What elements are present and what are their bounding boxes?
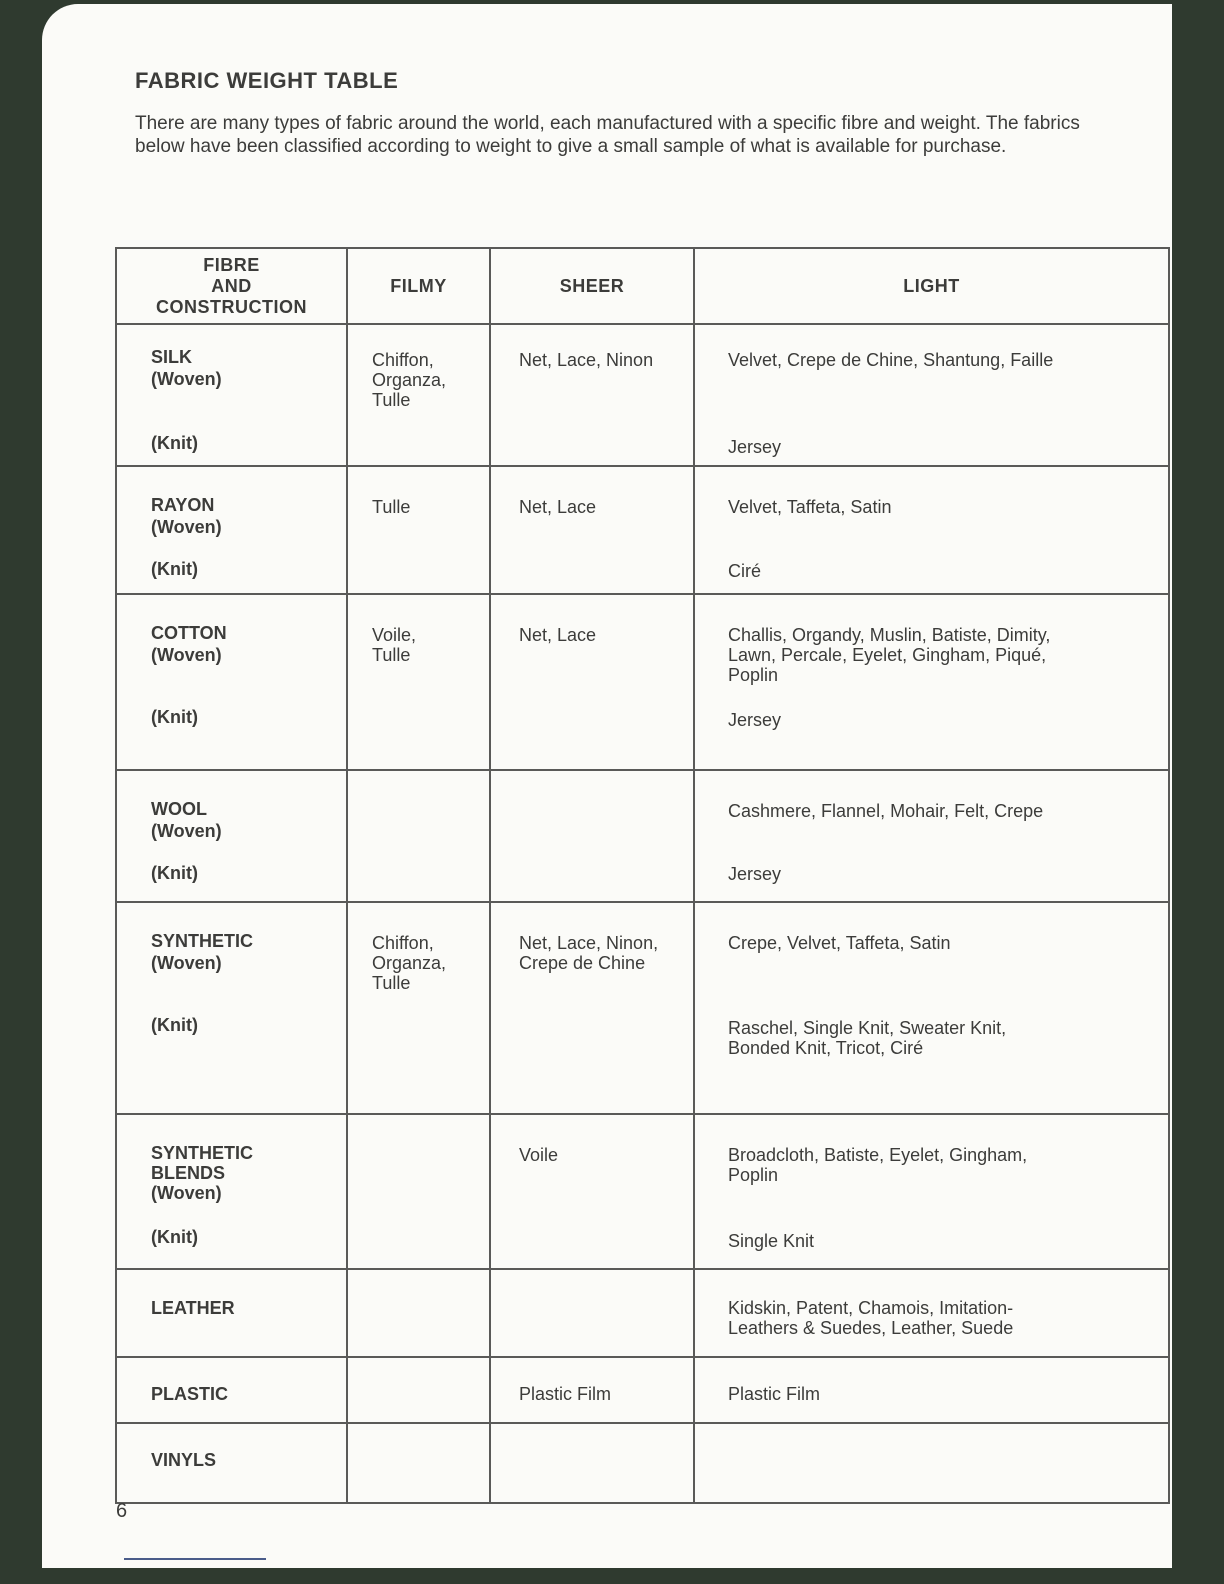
filmy-cell bbox=[347, 1423, 490, 1503]
construction-knit: (Knit) bbox=[151, 1015, 198, 1035]
table-row bbox=[116, 1357, 1169, 1423]
fibre-name: LEATHER bbox=[151, 1298, 235, 1318]
sheer-cell bbox=[490, 1269, 694, 1357]
sheer-cell-inner bbox=[491, 1358, 693, 1422]
light-fabric-woven: Velvet, Taffeta, Satin bbox=[728, 497, 892, 517]
construction-woven: (Woven) bbox=[151, 369, 222, 389]
light-fabric-knit: Jersey bbox=[728, 710, 782, 730]
filmy-fabric: Tulle bbox=[372, 497, 411, 517]
document-page bbox=[42, 4, 1172, 1568]
construction-knit: (Knit) bbox=[151, 559, 198, 579]
page-number: 6 bbox=[116, 1500, 128, 1522]
table-row bbox=[116, 466, 1169, 594]
light-cell bbox=[694, 466, 1169, 594]
filmy-cell bbox=[347, 324, 490, 466]
sheer-cell-inner bbox=[491, 1424, 693, 1502]
fibre-cell-inner bbox=[117, 467, 346, 593]
light-fabric-knit: Raschel, Single Knit, Sweater Knit, bbox=[728, 1018, 1007, 1038]
filmy-fabric: Tulle bbox=[372, 973, 411, 993]
light-cell bbox=[694, 1114, 1169, 1269]
table-row bbox=[116, 1114, 1169, 1269]
filmy-cell-inner bbox=[348, 1115, 489, 1268]
light-fabric-woven: Challis, Organdy, Muslin, Batiste, Dimity, bbox=[728, 625, 1051, 645]
filmy-fabric: Organza, bbox=[372, 370, 447, 390]
sheer-cell bbox=[490, 594, 694, 770]
fibre-cell-inner bbox=[117, 325, 346, 465]
sheer-cell bbox=[490, 1423, 694, 1503]
filmy-cell bbox=[347, 1269, 490, 1357]
header-fibre-line: CONSTRUCTION bbox=[156, 296, 307, 317]
light-fabric-woven: Kidskin, Patent, Chamois, Imitation- bbox=[728, 1298, 1014, 1318]
light-fabric-woven: Leathers & Suedes, Leather, Suede bbox=[728, 1318, 1014, 1338]
table-row bbox=[116, 1423, 1169, 1503]
intro-paragraph: There are many types of fabric around the world, each manufactured with a specific fibre and weight. The fabrics below have been classified according to weight to give a small sample of what is available for purchase. bbox=[135, 113, 1080, 157]
fibre-name: SILK bbox=[151, 347, 193, 367]
fibre-cell-inner bbox=[117, 1115, 346, 1268]
fibre-cell bbox=[116, 1357, 347, 1423]
sheer-cell-inner bbox=[491, 903, 693, 1113]
fibre-cell-inner bbox=[117, 1358, 346, 1422]
sheer-cell-inner bbox=[491, 595, 693, 769]
sheer-cell bbox=[490, 1357, 694, 1423]
fibre-name: SYNTHETIC bbox=[151, 1143, 254, 1163]
fibre-cell bbox=[116, 770, 347, 902]
light-fabric-woven: Velvet, Crepe de Chine, Shantung, Faille bbox=[728, 350, 1054, 370]
table-row bbox=[116, 1269, 1169, 1357]
fibre-cell-inner bbox=[117, 1270, 346, 1356]
construction-woven: (Woven) bbox=[151, 821, 222, 841]
filmy-cell bbox=[347, 466, 490, 594]
header-filmy: FILMY bbox=[347, 248, 490, 324]
fibre-name: RAYON bbox=[151, 495, 215, 515]
light-cell-inner bbox=[695, 325, 1168, 465]
fibre-name: SYNTHETIC bbox=[151, 931, 254, 951]
fibre-name: VINYLS bbox=[151, 1450, 217, 1470]
fibre-cell bbox=[116, 1423, 347, 1503]
filmy-cell bbox=[347, 1114, 490, 1269]
light-fabric-woven: Plastic Film bbox=[728, 1384, 821, 1404]
header-light: LIGHT bbox=[694, 248, 1169, 324]
filmy-cell bbox=[347, 902, 490, 1114]
fibre-cell bbox=[116, 466, 347, 594]
fibre-name: COTTON bbox=[151, 623, 227, 643]
filmy-cell-inner bbox=[348, 1358, 489, 1422]
page-title: FABRIC WEIGHT TABLE bbox=[135, 68, 399, 93]
filmy-fabric: Voile, bbox=[372, 625, 417, 645]
sheer-fabric: Net, Lace, Ninon, bbox=[519, 933, 659, 953]
filmy-fabric: Tulle bbox=[372, 645, 411, 665]
filmy-cell-inner bbox=[348, 903, 489, 1113]
light-fabric-woven: Broadcloth, Batiste, Eyelet, Gingham, bbox=[728, 1145, 1028, 1165]
sheer-cell bbox=[490, 466, 694, 594]
table-row bbox=[116, 594, 1169, 770]
light-cell bbox=[694, 770, 1169, 902]
fibre-name: PLASTIC bbox=[151, 1384, 229, 1404]
footer-rule bbox=[124, 1558, 266, 1560]
sheer-cell-inner bbox=[491, 771, 693, 901]
light-cell bbox=[694, 1269, 1169, 1357]
fibre-cell-inner bbox=[117, 903, 346, 1113]
filmy-cell bbox=[347, 1357, 490, 1423]
light-cell bbox=[694, 324, 1169, 466]
sheer-cell-inner bbox=[491, 325, 693, 465]
construction-woven: (Woven) bbox=[151, 953, 222, 973]
filmy-cell bbox=[347, 594, 490, 770]
light-fabric-woven: Poplin bbox=[728, 665, 779, 685]
sheer-cell-inner bbox=[491, 1115, 693, 1268]
construction-woven: (Woven) bbox=[151, 645, 222, 665]
filmy-cell-inner bbox=[348, 325, 489, 465]
light-fabric-woven: Crepe, Velvet, Taffeta, Satin bbox=[728, 933, 951, 953]
sheer-cell-inner bbox=[491, 467, 693, 593]
sheer-cell bbox=[490, 770, 694, 902]
sheer-cell bbox=[490, 324, 694, 466]
light-cell bbox=[694, 902, 1169, 1114]
construction-knit: (Knit) bbox=[151, 863, 198, 883]
filmy-cell-inner bbox=[348, 595, 489, 769]
light-cell-inner bbox=[695, 595, 1168, 769]
sheer-fabric: Net, Lace bbox=[519, 497, 597, 517]
light-fabric-knit: Ciré bbox=[728, 561, 762, 581]
light-cell-inner bbox=[695, 1424, 1168, 1502]
light-fabric-knit: Jersey bbox=[728, 864, 782, 884]
light-cell bbox=[694, 594, 1169, 770]
light-cell bbox=[694, 1423, 1169, 1503]
fibre-cell-inner bbox=[117, 1424, 346, 1502]
header-fibre bbox=[116, 248, 347, 324]
fibre-cell-inner bbox=[117, 771, 346, 901]
light-cell-inner bbox=[695, 1115, 1168, 1268]
filmy-cell-inner bbox=[348, 1270, 489, 1356]
sheer-fabric: Plastic Film bbox=[519, 1384, 612, 1404]
fibre-name: BLENDS bbox=[151, 1163, 226, 1183]
filmy-fabric: Tulle bbox=[372, 390, 411, 410]
sheer-cell bbox=[490, 1114, 694, 1269]
light-fabric-knit: Bonded Knit, Tricot, Ciré bbox=[728, 1038, 924, 1058]
header-fibre-line: FIBRE bbox=[203, 254, 260, 275]
header-sheer: SHEER bbox=[490, 248, 694, 324]
filmy-cell-inner bbox=[348, 771, 489, 901]
light-cell-inner bbox=[695, 467, 1168, 593]
fibre-name: WOOL bbox=[151, 799, 207, 819]
fibre-cell bbox=[116, 1269, 347, 1357]
construction-knit: (Knit) bbox=[151, 1227, 198, 1247]
sheer-cell bbox=[490, 902, 694, 1114]
sheer-fabric: Net, Lace, Ninon bbox=[519, 350, 654, 370]
light-cell-inner bbox=[695, 1270, 1168, 1356]
table-row bbox=[116, 770, 1169, 902]
filmy-cell bbox=[347, 770, 490, 902]
light-fabric-woven: Poplin bbox=[728, 1165, 779, 1185]
light-cell-inner bbox=[695, 771, 1168, 901]
table-row bbox=[116, 324, 1169, 466]
light-cell-inner bbox=[695, 1358, 1168, 1422]
light-fabric-woven: Lawn, Percale, Eyelet, Gingham, Piqué, bbox=[728, 645, 1047, 665]
fabric-weight-table bbox=[115, 247, 1170, 1504]
construction-knit: (Knit) bbox=[151, 433, 198, 453]
sheer-cell-inner bbox=[491, 1270, 693, 1356]
light-cell bbox=[694, 1357, 1169, 1423]
light-fabric-knit: Jersey bbox=[728, 437, 782, 457]
fibre-cell-inner bbox=[117, 595, 346, 769]
light-fabric-knit: Single Knit bbox=[728, 1231, 815, 1251]
filmy-fabric: Organza, bbox=[372, 953, 447, 973]
filmy-fabric: Chiffon, bbox=[372, 933, 434, 953]
light-cell-inner bbox=[695, 903, 1168, 1113]
sheer-fabric: Net, Lace bbox=[519, 625, 597, 645]
header-fibre-line: AND bbox=[211, 275, 252, 296]
filmy-cell-inner bbox=[348, 467, 489, 593]
filmy-fabric: Chiffon, bbox=[372, 350, 434, 370]
fibre-cell bbox=[116, 902, 347, 1114]
construction-woven: (Woven) bbox=[151, 1183, 222, 1203]
sheer-fabric: Crepe de Chine bbox=[519, 953, 646, 973]
sheer-fabric: Voile bbox=[519, 1145, 559, 1165]
fibre-cell bbox=[116, 324, 347, 466]
filmy-cell-inner bbox=[348, 1424, 489, 1502]
construction-woven: (Woven) bbox=[151, 517, 222, 537]
light-fabric-woven: Cashmere, Flannel, Mohair, Felt, Crepe bbox=[728, 801, 1044, 821]
table-header-row bbox=[116, 248, 1169, 324]
fibre-cell bbox=[116, 1114, 347, 1269]
construction-knit: (Knit) bbox=[151, 707, 198, 727]
table-row bbox=[116, 902, 1169, 1114]
fibre-cell bbox=[116, 594, 347, 770]
